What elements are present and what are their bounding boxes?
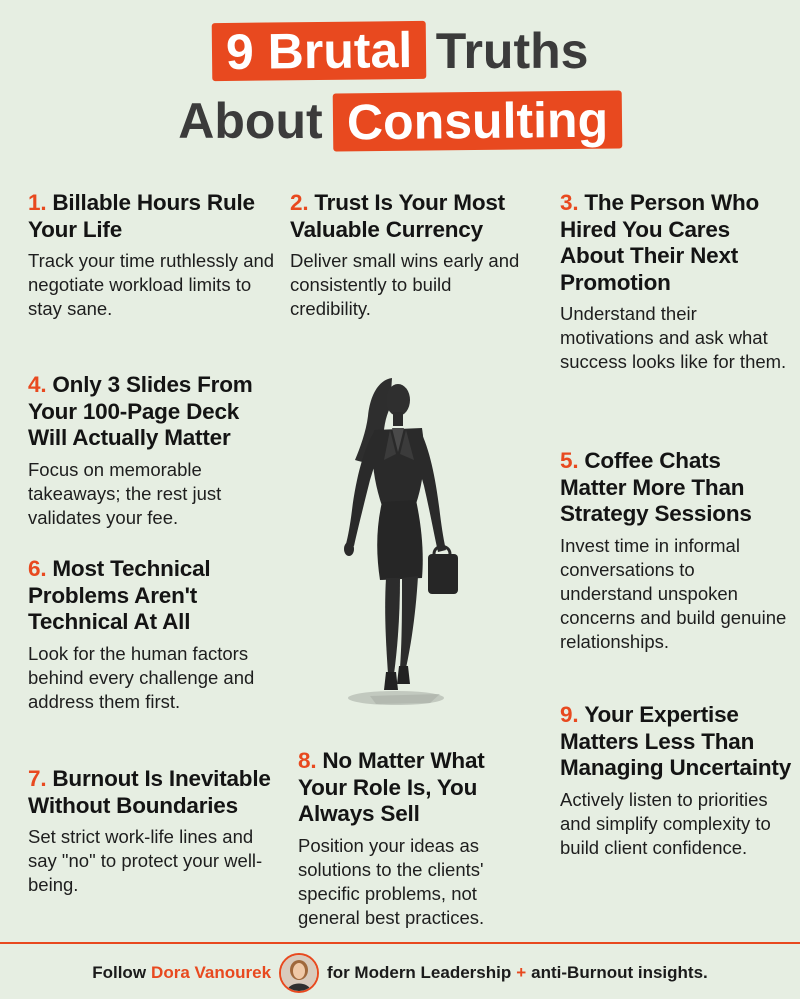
- title-line-1: [0, 22, 800, 80]
- truth-body-6: Look for the human factors behind every challenge and address them first.: [28, 642, 255, 712]
- truth-item-7: [28, 766, 278, 897]
- truth-item-3: [560, 190, 788, 374]
- truth-item-2: [290, 190, 530, 321]
- footer: [0, 950, 800, 996]
- title-highlight-1: 9 Brutal: [211, 21, 426, 81]
- truth-body-5: Invest time in informal conversations to understand unspoken concerns and build genuine relationships.: [560, 534, 787, 652]
- footer-suffix: anti-Burnout insights.: [531, 963, 708, 982]
- footer-plus: +: [516, 963, 527, 982]
- truth-heading-1: 1. Billable Hours Rule Your Life: [28, 190, 255, 242]
- footer-prefix: Follow: [92, 963, 147, 982]
- title-highlight-2: Consulting: [332, 90, 622, 151]
- truth-item-4: [28, 372, 283, 530]
- title-text-2: About: [178, 93, 323, 149]
- truth-body-3: Understand their motivations and ask what success looks like for them.: [560, 303, 787, 372]
- truth-heading-8: 8. No Matter What Your Role Is, You Always Sell: [298, 748, 485, 826]
- truth-body-9: Actively listen to priorities and simplify complexity to build client confidence.: [560, 788, 771, 858]
- footer-middle: for Modern Leadership: [327, 963, 512, 982]
- author-avatar: [279, 953, 319, 993]
- truth-heading-6: 6. Most Technical Problems Aren't Technical At All: [28, 556, 211, 634]
- truth-heading-2: 2. Trust Is Your Most Valuable Currency: [290, 190, 505, 242]
- truth-body-7: Set strict work-life lines and say "no" to protect your well-being.: [28, 826, 263, 895]
- truth-item-1: [28, 190, 278, 321]
- footer-divider: [0, 942, 800, 944]
- truth-body-4: Focus on memorable takeaways; the rest just validates your fee.: [28, 458, 222, 528]
- truth-heading-4: 4. Only 3 Slides From Your 100-Page Deck Will Actually Matter: [28, 372, 253, 450]
- title-text-1: Truths: [435, 23, 589, 79]
- truth-body-8: Position your ideas as solutions to the clients' specific problems, not general best practices.: [298, 834, 485, 928]
- truth-item-5: [560, 448, 792, 654]
- truth-body-2: Deliver small wins early and consistently to build credibility.: [290, 250, 520, 319]
- truth-body-1: Track your time ruthlessly and negotiate workload limits to stay sane.: [28, 250, 275, 319]
- truth-item-6: [28, 556, 278, 714]
- businesswoman-silhouette-icon: [300, 368, 500, 713]
- truth-item-9: [560, 702, 792, 860]
- title-line-2: [0, 92, 800, 150]
- truth-heading-3: 3. The Person Who Hired You Cares About Their Next Promotion: [560, 190, 760, 295]
- author-name-link[interactable]: Dora Vanourek: [151, 963, 272, 982]
- truth-heading-5: 5. Coffee Chats Matter More Than Strategy Sessions: [560, 448, 752, 526]
- truth-heading-7: 7. Burnout Is Inevitable Without Boundaries: [28, 766, 271, 818]
- truth-item-8: [298, 748, 538, 930]
- truth-heading-9: 9. Your Expertise Matters Less Than Managing Uncertainty: [560, 702, 792, 780]
